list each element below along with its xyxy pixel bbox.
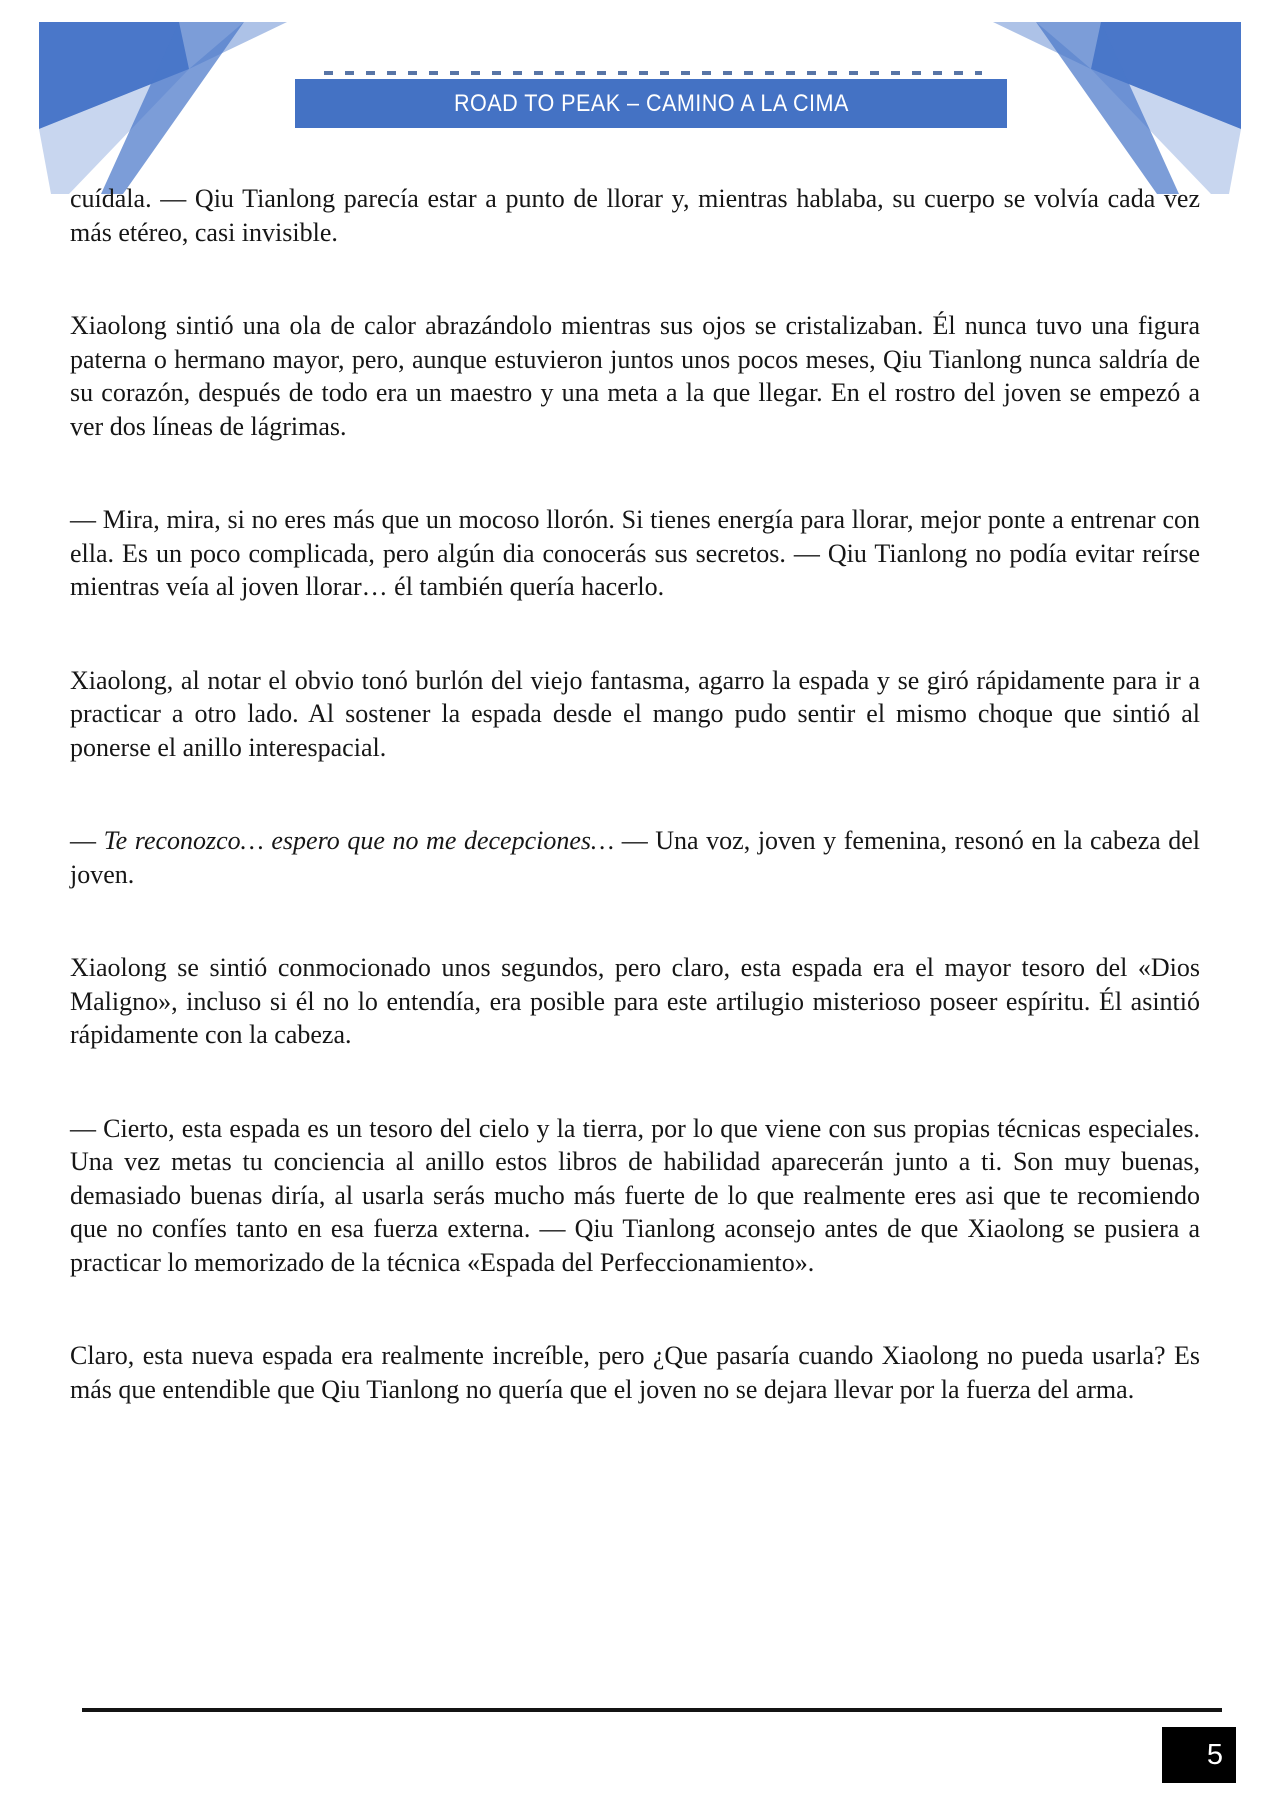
paragraph-segment: cuídala. — Qiu Tianlong parecía estar a punto de llorar y, mientras hablaba, su cuerpo se volvía cada vez más etéreo, casi invisible. (70, 184, 1200, 247)
paragraph-segment: — Mira, mira, si no eres más que un mocoso llorón. Si tienes energía para llorar, mejor ponte a entrenar con ella. Es un poco complicada, pero algún dia conocerás sus secretos. — Qiu Tianlong no podía evitar reírse mientras veía al joven llorar… él también quería hacerlo. (70, 505, 1200, 601)
header-banner (295, 79, 1007, 128)
corner-decoration-left (39, 22, 289, 194)
paragraph (70, 503, 1200, 604)
page-number: 5 (1206, 1738, 1223, 1771)
paragraph-segment: — Cierto, esta espada es un tesoro del cielo y la tierra, por lo que viene con sus propias técnicas especiales. Una vez metas tu conciencia al anillo estos libros de habilidad aparecerán junto a ti. Son muy buenas, demasiado buenas diría, al usarla serás mucho más fuerte de lo que realmente eres asi que te recomiendo que no confíes tanto en esa fuerza externa. — Qiu Tianlong aconsejo antes de que Xiaolong se pusiera a practicar lo memorizado de la técnica «Espada del Perfeccionamiento». (70, 1113, 1200, 1277)
paragraph (70, 664, 1200, 765)
paragraph (70, 182, 1200, 249)
paragraph (70, 309, 1200, 443)
footer-rule (82, 1708, 1222, 1712)
paragraph (70, 824, 1200, 891)
paragraph-segment-italic: Te reconozco… espero que no me decepciones… (103, 826, 615, 855)
document-body (70, 182, 1200, 1466)
page-number-box (1162, 1727, 1236, 1783)
paragraph-segment: — Una voz, joven y femenina, resonó en la cabeza del joven. (70, 826, 1200, 889)
paragraph-segment: — (70, 826, 104, 855)
paragraph-segment: Xiaolong sintió una ola de calor abrazándolo mientras sus ojos se cristalizaban. Él nunca tuvo una figura paterna o hermano mayor, pero, aunque estuvieron juntos unos pocos meses, Qiu Tianlong nunca saldría de su corazón, después de todo era un maestro y una meta a la que llegar. En el rostro del joven se empezó a ver dos líneas de lágrimas. (70, 311, 1200, 441)
banner-title: ROAD TO PEAK – CAMINO A LA CIMA (453, 89, 849, 117)
paragraph (70, 1339, 1200, 1406)
corner-decoration-right (991, 22, 1241, 194)
paragraph (70, 1112, 1200, 1280)
paragraph-segment: Claro, esta nueva espada era realmente increíble, pero ¿Que pasaría cuando Xiaolong no pueda usarla? Es más que entendible que Qiu Tianlong no quería que el joven no se dejara llevar por la fuerza del arma. (70, 1341, 1200, 1404)
paragraph-segment: Xiaolong, al notar el obvio tonó burlón del viejo fantasma, agarro la espada y se giró rápidamente para ir a practicar a otro lado. Al sostener la espada desde el mango pudo sentir el mismo choque que sintió al ponerse el anillo interespacial. (70, 665, 1200, 762)
paragraph-segment: Xiaolong se sintió conmocionado unos segundos, pero claro, esta espada era el mayor tesoro del «Dios Maligno», incluso si él no lo entendía, era posible para este artilugio misterioso poseer espíritu. Él asintió rápidamente con la cabeza. (70, 953, 1200, 1049)
dashed-accent-line (324, 71, 982, 75)
paragraph (70, 951, 1200, 1052)
